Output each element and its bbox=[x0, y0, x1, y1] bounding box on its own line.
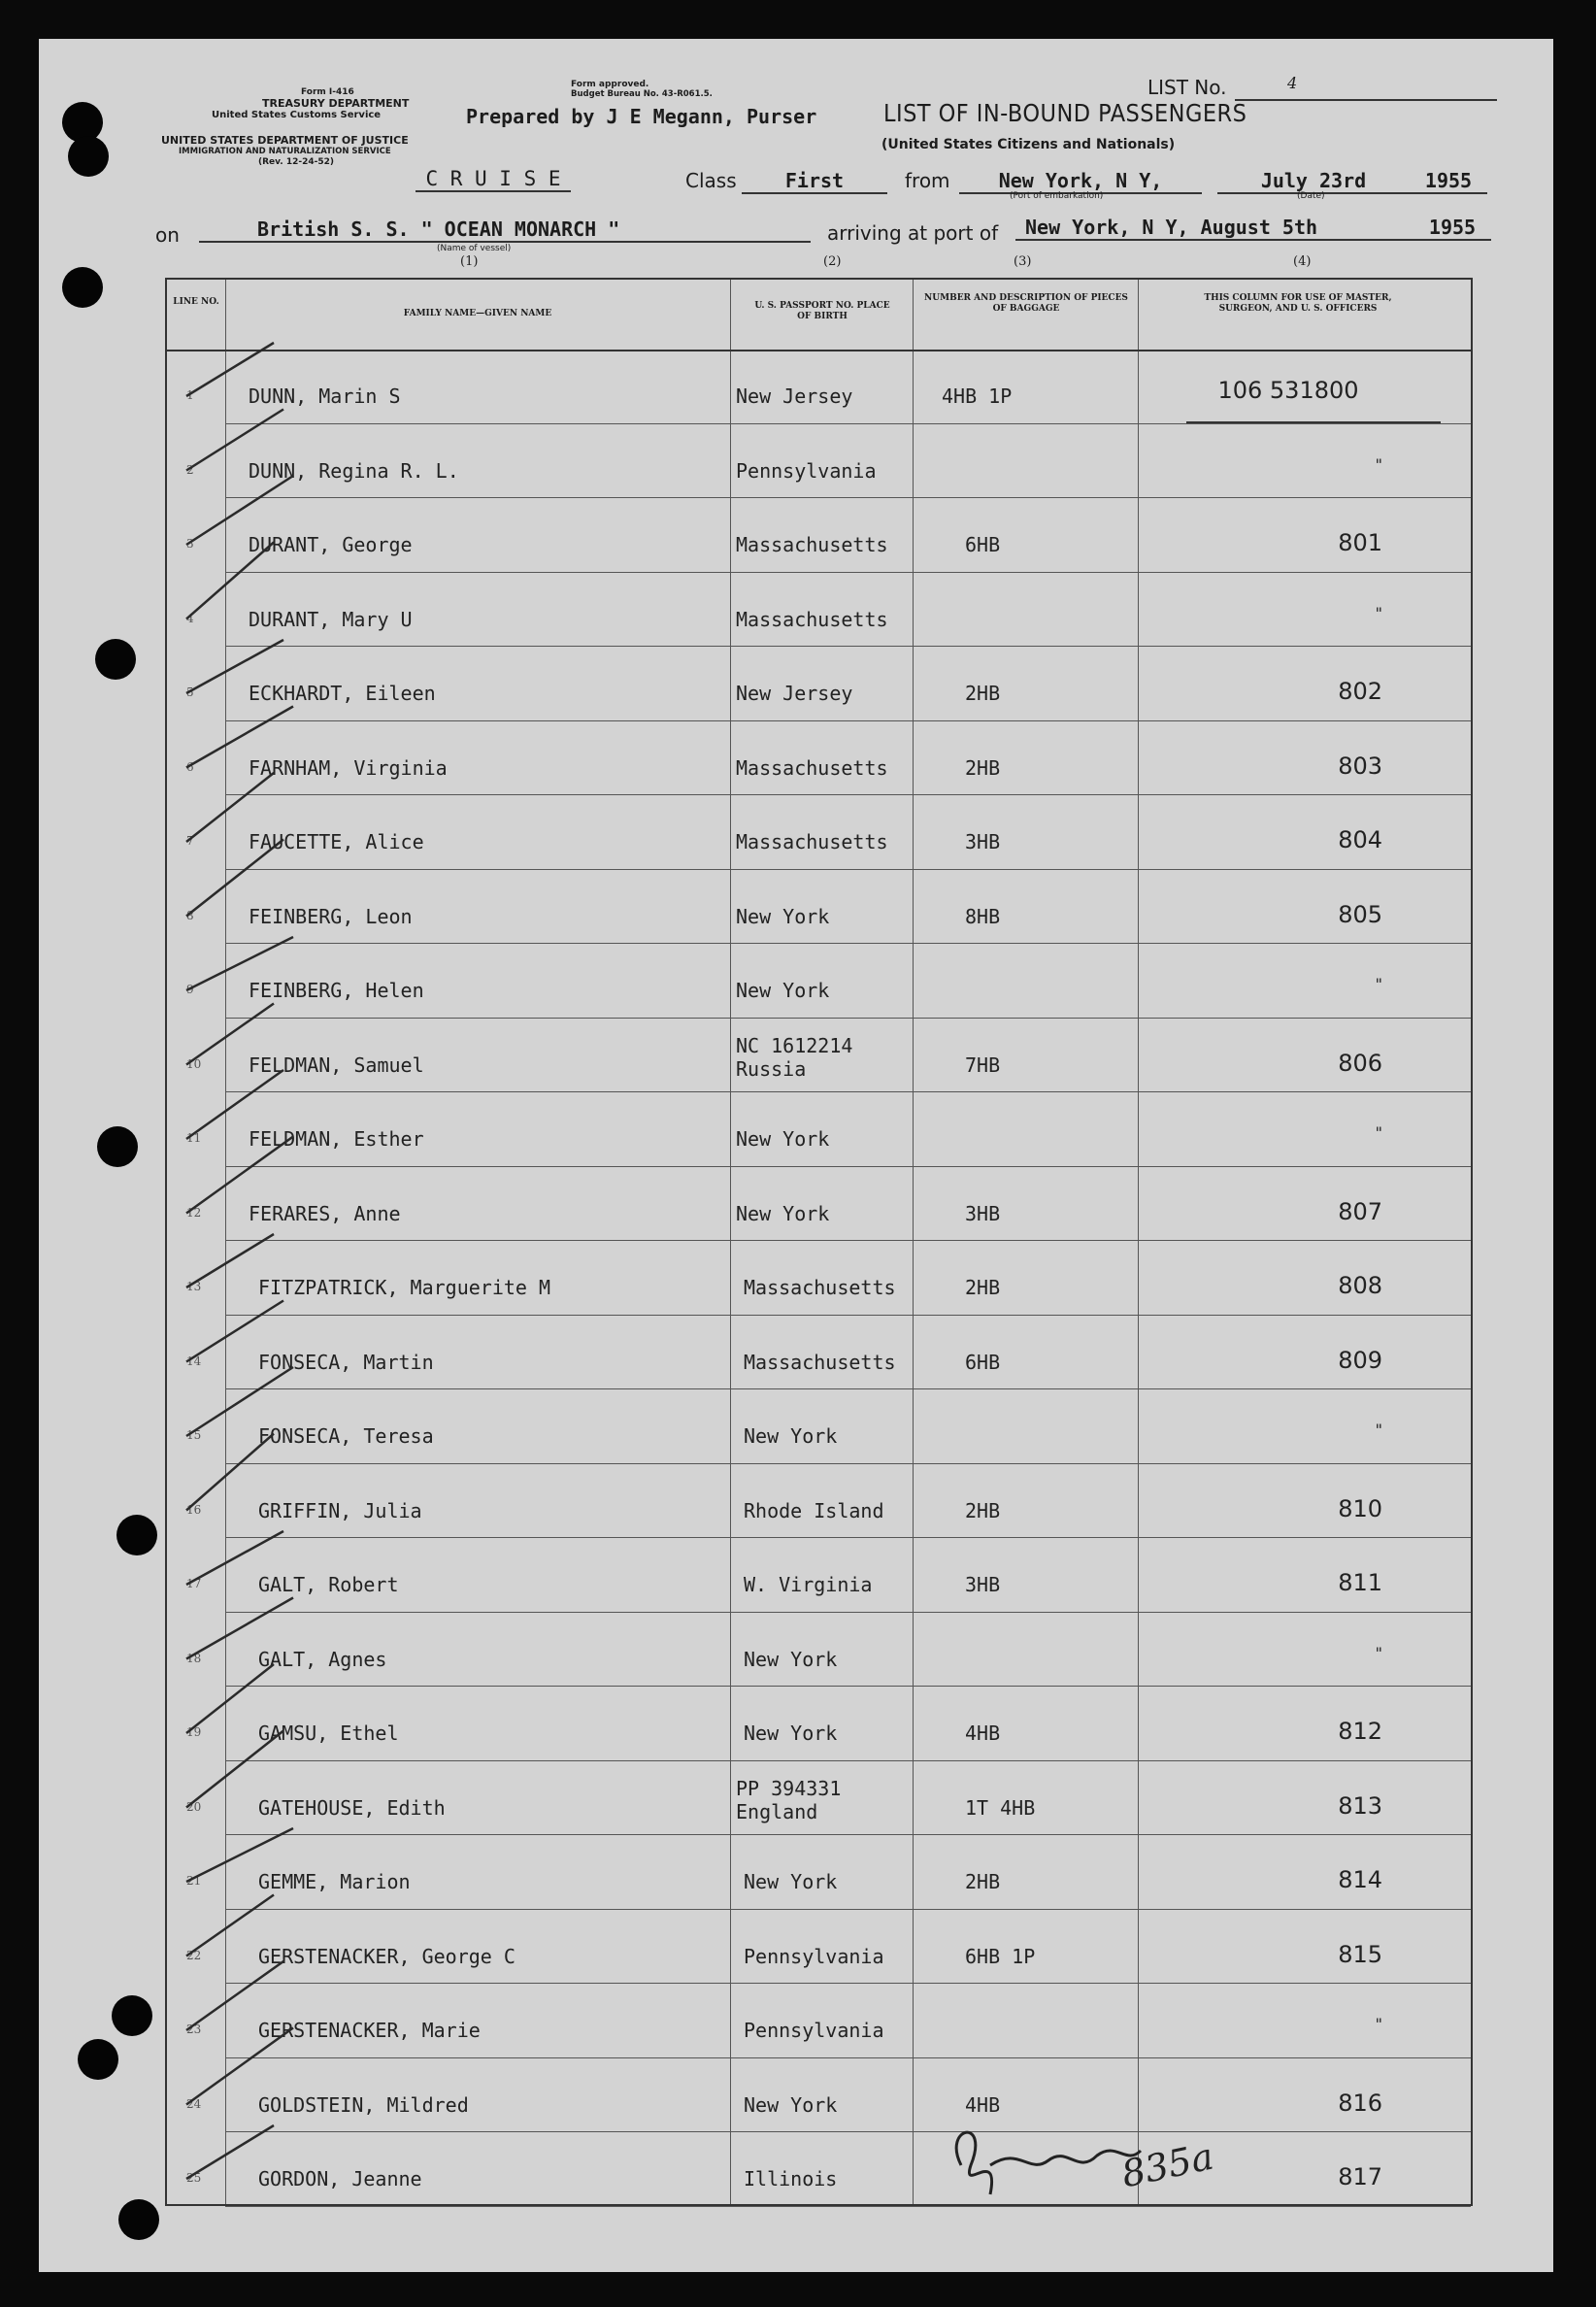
binder-hole bbox=[116, 1515, 157, 1555]
baggage: 2HB bbox=[965, 1276, 1001, 1299]
from-value: New York, N Y, bbox=[959, 169, 1202, 194]
line-number: 3 bbox=[186, 537, 194, 551]
table-row bbox=[167, 647, 1471, 721]
header-officers: THIS COLUMN FOR USE OF MASTER, SURGEON, AND U. S. OFFICERS bbox=[1204, 293, 1392, 314]
place-of-birth: New York bbox=[736, 1201, 830, 1225]
place-of-birth: New Jersey bbox=[736, 384, 853, 408]
passenger-name: FEINBERG, Leon bbox=[249, 904, 413, 928]
passenger-table bbox=[165, 278, 1473, 2206]
place-of-birth: Massachusetts bbox=[736, 755, 888, 780]
on-label: on bbox=[155, 223, 180, 247]
column-number-2: (2) bbox=[823, 254, 842, 269]
line-number: 23 bbox=[186, 2023, 202, 2036]
form-revision: (Rev. 12-24-52) bbox=[258, 157, 334, 167]
place-of-birth: New York bbox=[744, 1647, 838, 1671]
table-row bbox=[167, 795, 1471, 870]
table-row bbox=[167, 424, 1471, 499]
table-row bbox=[167, 721, 1471, 796]
baggage: 6HB bbox=[965, 533, 1001, 556]
passenger-name: GERSTENACKER, Marie bbox=[258, 2019, 481, 2042]
line-number: 2 bbox=[186, 462, 194, 477]
column-number-3: (3) bbox=[1014, 254, 1032, 269]
table-row bbox=[167, 1316, 1471, 1390]
officer-entry: 814 bbox=[1338, 1866, 1382, 1893]
officer-entry: " bbox=[1375, 1421, 1382, 1439]
officer-entry: 803 bbox=[1338, 752, 1382, 780]
header-baggage: NUMBER AND DESCRIPTION OF PIECES OF BAGGAGE bbox=[924, 293, 1128, 314]
line-number: 1 bbox=[186, 388, 194, 402]
officer-entry: " bbox=[1375, 1643, 1382, 1662]
passenger-name: FELDMAN, Esther bbox=[249, 1127, 424, 1151]
passenger-name: FERARES, Anne bbox=[249, 1201, 401, 1225]
line-number: 17 bbox=[186, 1577, 202, 1590]
line-number: 19 bbox=[186, 1725, 202, 1739]
table-row bbox=[167, 2058, 1471, 2133]
table-row bbox=[167, 1687, 1471, 1761]
date-caption: (Date) bbox=[1297, 191, 1325, 201]
line-number: 12 bbox=[186, 1205, 202, 1220]
header-passport: U. S. PASSPORT NO. PLACE OF BIRTH bbox=[754, 301, 890, 321]
prepared-by: Prepared by J E Megann, Purser bbox=[466, 105, 817, 128]
place-of-birth: England bbox=[736, 1799, 818, 1823]
passenger-name: FITZPATRICK, Marguerite M bbox=[258, 1276, 551, 1299]
vessel-caption: (Name of vessel) bbox=[437, 244, 512, 253]
officer-entry: " bbox=[1375, 454, 1382, 474]
place-of-birth: Pennsylvania bbox=[736, 458, 877, 483]
passenger-name: GALT, Robert bbox=[258, 1573, 399, 1596]
binder-hole bbox=[118, 2199, 159, 2240]
line-number: 14 bbox=[186, 1354, 202, 1368]
passport-number: PP 394331 bbox=[736, 1776, 842, 1800]
line-number: 20 bbox=[186, 1799, 202, 1814]
officer-entry: " bbox=[1375, 2015, 1382, 2033]
place-of-birth: Rhode Island bbox=[744, 1498, 884, 1522]
passenger-name: DURANT, Mary U bbox=[249, 607, 413, 631]
place-of-birth: Massachusetts bbox=[744, 1350, 896, 1374]
place-of-birth: New York bbox=[744, 1722, 838, 1745]
place-of-birth: Massachusetts bbox=[744, 1276, 896, 1299]
passenger-name: GATEHOUSE, Edith bbox=[258, 1795, 446, 1820]
column-number-4: (4) bbox=[1293, 254, 1312, 269]
column-number-1: (1) bbox=[460, 254, 479, 269]
table-row bbox=[167, 1538, 1471, 1613]
table-row bbox=[167, 1910, 1471, 1985]
dept-treasury: TREASURY DEPARTMENT bbox=[262, 97, 410, 110]
baggage: 3HB bbox=[965, 830, 1001, 853]
line-number: 21 bbox=[186, 1874, 202, 1888]
line-number: 24 bbox=[186, 2096, 202, 2111]
table-header bbox=[167, 280, 1471, 351]
officer-entry: " bbox=[1375, 975, 1382, 993]
baggage: 3HB bbox=[965, 1573, 1001, 1596]
passenger-name: GAMSU, Ethel bbox=[258, 1722, 399, 1745]
officer-entry: 808 bbox=[1338, 1272, 1382, 1299]
port-embarkation-caption: (Port of embarkation) bbox=[1010, 191, 1104, 201]
from-label: from bbox=[905, 169, 950, 192]
table-row bbox=[167, 1984, 1471, 2058]
baggage: 2HB bbox=[965, 682, 1001, 705]
officer-entry: 813 bbox=[1338, 1791, 1382, 1820]
line-number: 13 bbox=[186, 1280, 202, 1293]
baggage: 1T 4HB bbox=[965, 1795, 1036, 1820]
officer-entry: 811 bbox=[1338, 1569, 1382, 1596]
passenger-name: FONSECA, Martin bbox=[258, 1350, 434, 1374]
table-row bbox=[167, 2132, 1471, 2207]
header-line-no: LINE NO. bbox=[173, 297, 219, 307]
binder-hole bbox=[78, 2039, 118, 2080]
page-title: LIST OF IN-BOUND PASSENGERS bbox=[883, 99, 1247, 127]
baggage: 3HB bbox=[965, 1201, 1001, 1225]
baggage: 7HB bbox=[965, 1053, 1001, 1077]
table-row bbox=[167, 1835, 1471, 1910]
baggage: 4HB bbox=[965, 2092, 1001, 2117]
table-row bbox=[167, 1019, 1471, 1093]
officer-entry: " bbox=[1375, 603, 1382, 622]
place-of-birth: W. Virginia bbox=[744, 1573, 873, 1596]
line-number: 6 bbox=[186, 759, 194, 774]
place-of-birth: Massachusetts bbox=[736, 533, 888, 556]
passenger-name: GRIFFIN, Julia bbox=[258, 1498, 422, 1522]
officer-entry: 805 bbox=[1338, 900, 1382, 928]
officer-entry: 807 bbox=[1338, 1197, 1382, 1225]
cruise-label: C R U I S E bbox=[416, 167, 571, 192]
passenger-name: FARNHAM, Virginia bbox=[249, 755, 448, 780]
officer-entry: " bbox=[1375, 1123, 1382, 1142]
table-row bbox=[167, 1167, 1471, 1242]
dept-customs: United States Customs Service bbox=[212, 110, 382, 120]
class-label: Class bbox=[685, 169, 737, 192]
place-of-birth: New York bbox=[744, 2092, 838, 2117]
passenger-name: DUNN, Regina R. L. bbox=[249, 458, 459, 483]
place-of-birth: Pennsylvania bbox=[744, 2019, 884, 2042]
dept-justice: UNITED STATES DEPARTMENT OF JUSTICE bbox=[161, 134, 409, 147]
baggage: 2HB bbox=[965, 755, 1001, 780]
table-row bbox=[167, 573, 1471, 648]
line-number: 22 bbox=[186, 1948, 202, 1962]
place-of-birth: Russia bbox=[736, 1056, 807, 1081]
line-number: 4 bbox=[186, 611, 194, 625]
class-value: First bbox=[742, 169, 887, 194]
line-number: 9 bbox=[186, 983, 194, 996]
officer-entry: 106 531800 bbox=[1217, 377, 1359, 404]
passenger-name: DURANT, George bbox=[249, 533, 413, 556]
row-divider bbox=[225, 2206, 1471, 2207]
line-number: 7 bbox=[186, 834, 194, 848]
place-of-birth: Illinois bbox=[744, 2167, 838, 2190]
list-no-value bbox=[1235, 74, 1497, 101]
passenger-name: FEINBERG, Helen bbox=[249, 979, 424, 1002]
approval-note: Form approved. bbox=[571, 80, 649, 89]
officer-entry: 815 bbox=[1338, 1940, 1382, 1968]
place-of-birth: New York bbox=[736, 979, 830, 1002]
binder-hole bbox=[97, 1126, 138, 1167]
passenger-name: ECKHARDT, Eileen bbox=[249, 682, 436, 705]
place-of-birth: New York bbox=[744, 1870, 838, 1893]
line-number: 5 bbox=[186, 685, 194, 699]
line-number: 15 bbox=[186, 1428, 202, 1442]
passenger-name: GALT, Agnes bbox=[258, 1647, 387, 1671]
passenger-name: GERSTENACKER, George C bbox=[258, 1944, 515, 1968]
line-number: 18 bbox=[186, 1651, 202, 1665]
list-no-label: LIST No. bbox=[1147, 76, 1227, 99]
baggage: 4HB bbox=[965, 1722, 1001, 1745]
passenger-name: GOLDSTEIN, Mildred bbox=[258, 2092, 469, 2117]
arriving-label: arriving at port of bbox=[827, 221, 999, 245]
handwritten-annotation: 835a bbox=[1117, 2134, 1217, 2196]
place-of-birth: Massachusetts bbox=[736, 830, 888, 853]
line-number: 16 bbox=[186, 1502, 202, 1517]
passenger-name: FAUCETTE, Alice bbox=[249, 830, 424, 853]
place-of-birth: Massachusetts bbox=[736, 607, 888, 631]
table-row bbox=[167, 1389, 1471, 1464]
vessel-name: British S. S. " OCEAN MONARCH " bbox=[199, 217, 811, 243]
officer-entry: 804 bbox=[1338, 826, 1382, 853]
page-subtitle: (United States Citizens and Nationals) bbox=[881, 137, 1176, 152]
place-of-birth: New York bbox=[744, 1424, 838, 1448]
officer-entry: 806 bbox=[1338, 1049, 1382, 1077]
table-row bbox=[167, 1613, 1471, 1688]
year-value: 1955 bbox=[1410, 169, 1487, 194]
officer-entry: 801 bbox=[1338, 529, 1382, 556]
officer-entry: 817 bbox=[1338, 2163, 1382, 2190]
place-of-birth: New Jersey bbox=[736, 682, 853, 705]
line-number: 11 bbox=[186, 1131, 202, 1145]
place-of-birth: New York bbox=[736, 1127, 830, 1151]
binder-hole bbox=[112, 1995, 152, 2036]
baggage: 6HB bbox=[965, 1350, 1001, 1374]
table-row bbox=[167, 1464, 1471, 1539]
binder-hole bbox=[95, 639, 136, 680]
passenger-name: FONSECA, Teresa bbox=[258, 1424, 434, 1448]
table-row bbox=[167, 1241, 1471, 1316]
line-number: 8 bbox=[186, 908, 194, 922]
baggage: 6HB 1P bbox=[965, 1944, 1036, 1968]
dept-ins: IMMIGRATION AND NATURALIZATION SERVICE bbox=[179, 147, 391, 156]
arrival-value: New York, N Y, August 5th bbox=[1015, 216, 1413, 241]
header-name: FAMILY NAME—GIVEN NAME bbox=[403, 309, 552, 318]
passenger-name: DUNN, Marin S bbox=[249, 384, 401, 408]
table-row bbox=[167, 944, 1471, 1019]
baggage: 4HB 1P bbox=[942, 384, 1013, 408]
table-row bbox=[167, 870, 1471, 945]
line-number: 25 bbox=[186, 2171, 202, 2185]
form-number: Form I-416 bbox=[301, 87, 354, 97]
officer-entry: 802 bbox=[1338, 678, 1382, 705]
budget-bureau-no: Budget Bureau No. 43-R061.5. bbox=[571, 89, 713, 99]
manifest-page bbox=[39, 39, 1553, 2272]
table-row bbox=[167, 350, 1471, 424]
table-row bbox=[167, 498, 1471, 573]
line-number: 10 bbox=[186, 1056, 202, 1071]
officer-entry: 812 bbox=[1338, 1718, 1382, 1745]
passenger-name: GEMME, Marion bbox=[258, 1870, 411, 1893]
officer-entry: 810 bbox=[1338, 1494, 1382, 1522]
place-of-birth: Pennsylvania bbox=[744, 1944, 884, 1968]
passenger-name: FELDMAN, Samuel bbox=[249, 1053, 424, 1077]
place-of-birth: New York bbox=[736, 904, 830, 928]
date-value: July 23rd bbox=[1217, 169, 1410, 194]
binder-hole bbox=[62, 267, 103, 308]
baggage: 2HB bbox=[965, 1870, 1001, 1893]
arrival-year: 1955 bbox=[1413, 216, 1491, 241]
table-row bbox=[167, 1761, 1471, 1836]
table-row bbox=[167, 1092, 1471, 1167]
passport-number: NC 1612214 bbox=[736, 1033, 853, 1057]
officer-entry: 816 bbox=[1338, 2089, 1382, 2117]
baggage: 8HB bbox=[965, 904, 1001, 928]
list-no: 4 bbox=[1287, 74, 1298, 92]
passenger-name: GORDON, Jeanne bbox=[258, 2167, 422, 2190]
binder-hole bbox=[68, 136, 109, 177]
baggage: 2HB bbox=[965, 1498, 1001, 1522]
officer-entry: 809 bbox=[1338, 1346, 1382, 1374]
